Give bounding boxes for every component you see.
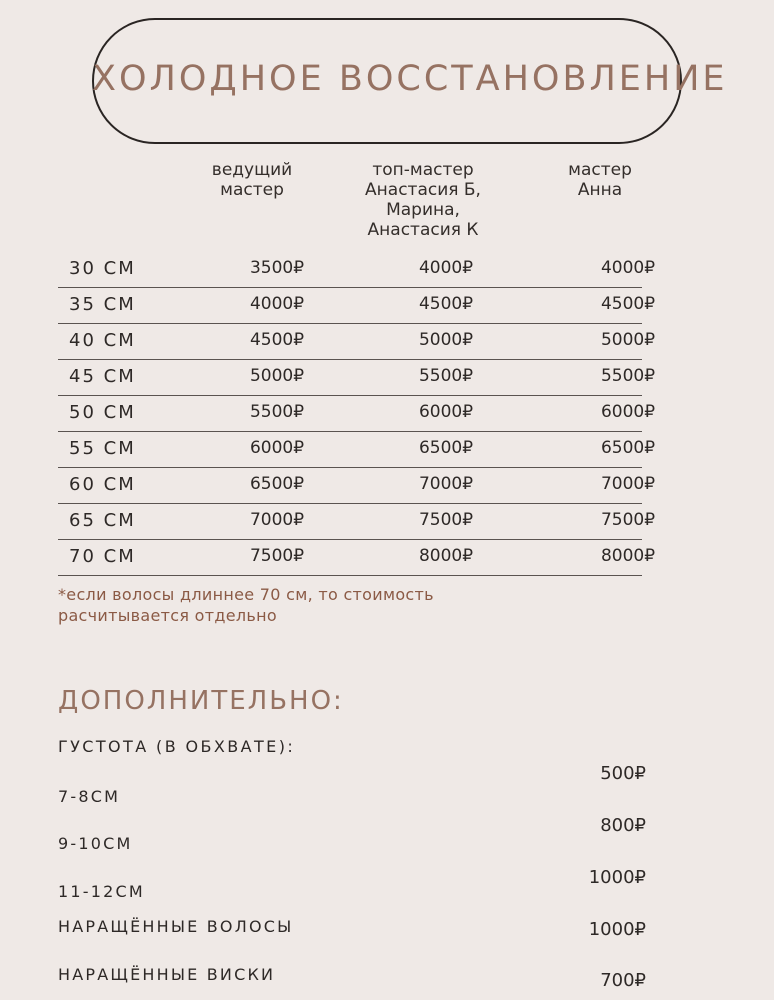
column-header-top-master (350, 160, 496, 240)
note-line: *если волосы длиннее 70 см, то стоимость (58, 585, 434, 604)
price-top-master: 4000₽ (418, 258, 474, 278)
price-top-master: 5000₽ (418, 330, 474, 350)
extra-price-9-10cm: 800₽ (600, 815, 646, 836)
length-label: 30 СМ (69, 258, 136, 279)
length-note (58, 584, 678, 626)
price-master-anna: 8000₽ (600, 546, 656, 566)
price-lead-master: 5500₽ (249, 402, 305, 422)
price-row-55cm (58, 432, 656, 468)
price-master-anna: 5000₽ (600, 330, 656, 350)
price-master-anna: 7000₽ (600, 474, 656, 494)
price-row-30cm (58, 252, 656, 288)
price-master-anna: 4500₽ (600, 294, 656, 314)
price-master-anna: 7500₽ (600, 510, 656, 530)
length-label: 60 СМ (69, 474, 136, 495)
column-header-line: мастер (568, 160, 632, 180)
price-top-master: 6500₽ (418, 438, 474, 458)
extra-label-11-12cm: 11-12СМ (58, 882, 145, 901)
price-lead-master: 3500₽ (249, 258, 305, 278)
price-lead-master: 7000₽ (249, 510, 305, 530)
price-master-anna: 4000₽ (600, 258, 656, 278)
price-top-master: 5500₽ (418, 366, 474, 386)
column-header-master-anna (548, 160, 652, 200)
price-lead-master: 5000₽ (249, 366, 305, 386)
length-label: 55 СМ (69, 438, 136, 459)
price-row-40cm (58, 324, 656, 360)
price-lead-master: 7500₽ (249, 546, 305, 566)
extra-price-11-12cm: 1000₽ (588, 867, 646, 888)
length-label: 40 СМ (69, 330, 136, 351)
price-master-anna: 5500₽ (600, 366, 656, 386)
price-row-70cm (58, 540, 656, 576)
price-top-master: 7500₽ (418, 510, 474, 530)
price-lead-master: 4500₽ (249, 330, 305, 350)
price-row-45cm (58, 360, 656, 396)
price-top-master: 4500₽ (418, 294, 474, 314)
price-row-65cm (58, 504, 656, 540)
extra-label-7-8cm: 7-8СМ (58, 787, 121, 806)
extra-label-extended-hair: НАРАЩЁННЫЕ ВОЛОСЫ (58, 917, 294, 936)
price-lead-master: 4000₽ (249, 294, 305, 314)
price-top-master: 8000₽ (418, 546, 474, 566)
extra-price-extended-hair: 1000₽ (588, 919, 646, 940)
column-header-lead-master (200, 160, 304, 200)
page-title: ХОЛОДНОЕ ВОССТАНОВЛЕНИЕ (92, 59, 728, 99)
column-header-line: Анастасия К (367, 220, 479, 240)
price-lead-master: 6000₽ (249, 438, 305, 458)
column-header-line: мастер (220, 180, 284, 200)
price-row-50cm (58, 396, 656, 432)
column-header-line: Анастасия Б, (365, 180, 481, 200)
price-row-35cm (58, 288, 656, 324)
column-header-line: топ-мастер (372, 160, 474, 180)
price-top-master: 6000₽ (418, 402, 474, 422)
extra-label-9-10cm: 9-10СМ (58, 834, 133, 853)
column-header-line: ведущий (211, 160, 293, 180)
note-line: расчитывается отдельно (58, 606, 277, 625)
length-label: 45 СМ (69, 366, 136, 387)
price-row-60cm (58, 468, 656, 504)
extra-price-7-8cm: 500₽ (600, 763, 646, 784)
price-master-anna: 6500₽ (600, 438, 656, 458)
price-top-master: 7000₽ (418, 474, 474, 494)
length-label: 65 СМ (69, 510, 136, 531)
extras-title: ДОПОЛНИТЕЛЬНО: (58, 686, 344, 716)
length-label: 70 СМ (69, 546, 136, 567)
density-label: ГУСТОТА (В ОБХВАТЕ): (58, 737, 296, 756)
length-label: 35 СМ (69, 294, 136, 315)
price-lead-master: 6500₽ (249, 474, 305, 494)
price-master-anna: 6000₽ (600, 402, 656, 422)
column-header-line: Анна (577, 180, 623, 200)
column-header-line: Марина, (386, 200, 460, 220)
extra-price-extended-temples: 700₽ (600, 970, 646, 991)
extra-label-extended-temples: НАРАЩЁННЫЕ ВИСКИ (58, 965, 276, 984)
length-label: 50 СМ (69, 402, 136, 423)
